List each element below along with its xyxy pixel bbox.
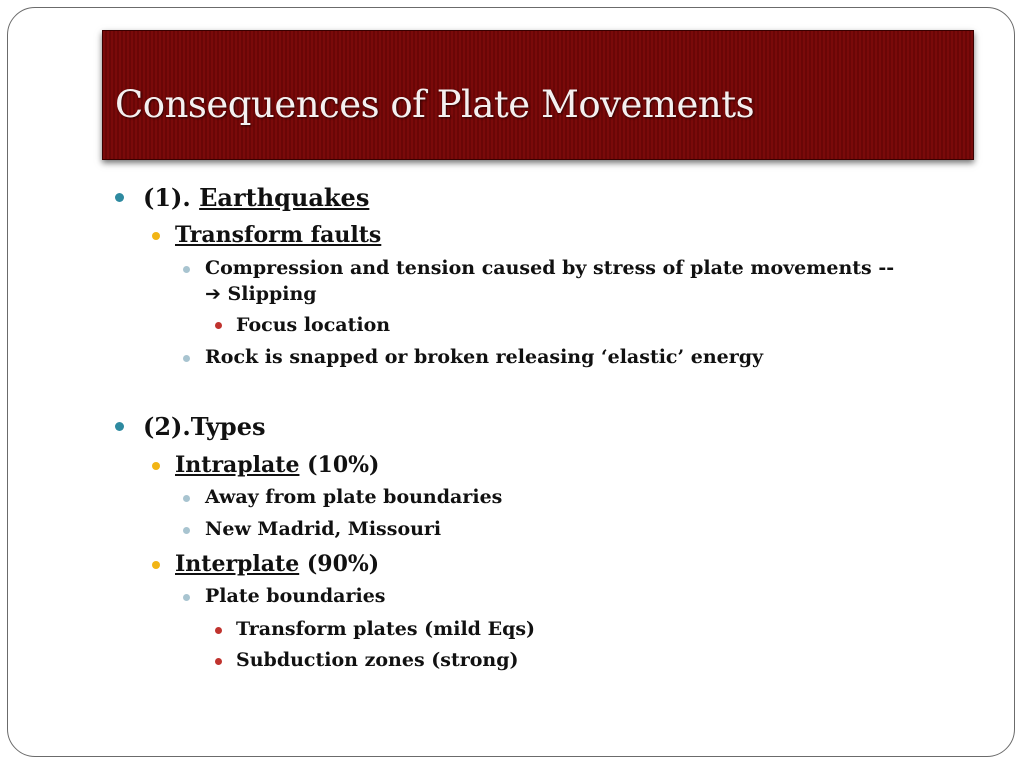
subduction-zones-item: Subduction zones (strong): [236, 649, 519, 671]
bullet-level3: [183, 355, 190, 362]
slide-title: Consequences of Plate Movements: [115, 83, 755, 126]
plate-boundaries-item: Plate boundaries: [205, 585, 386, 607]
section-1-prefix: (1).: [143, 183, 200, 212]
section-2-heading: (2).Types: [143, 412, 266, 441]
bullet-level2: [152, 561, 160, 569]
compression-item-line1: Compression and tension caused by stress of plate movements --: [205, 257, 895, 279]
title-banner: [102, 30, 974, 160]
bullet-level3: [183, 266, 190, 273]
rock-snapped-item: Rock is snapped or broken releasing ‘elastic’ energy: [205, 346, 764, 368]
intraplate-heading: [175, 452, 379, 478]
intraplate-item: Away from plate boundaries: [205, 486, 503, 508]
arrow-right-icon: ➔: [205, 283, 221, 305]
bullet-level2: [152, 462, 160, 470]
transform-faults-heading: Transform faults: [175, 222, 382, 248]
interplate-heading: [175, 551, 379, 577]
section-1-heading: [143, 183, 369, 212]
bullet-level1: [115, 193, 124, 202]
bullet-level3: [183, 594, 190, 601]
bullet-level4: [215, 627, 222, 634]
bullet-level4: [215, 322, 222, 329]
intraplate-label: Intraplate: [175, 452, 300, 478]
transform-plates-item: Transform plates (mild Eqs): [236, 618, 536, 640]
bullet-level3: [183, 495, 190, 502]
bullet-level2: [152, 232, 160, 240]
focus-location-item: Focus location: [236, 314, 391, 336]
slipping-text: Slipping: [220, 283, 317, 305]
bullet-level1: [115, 422, 124, 431]
interplate-label: Interplate: [175, 551, 300, 577]
bullet-level4: [215, 658, 222, 665]
interplate-percent: (90%): [299, 551, 380, 577]
section-1-title: Earthquakes: [199, 183, 370, 212]
bullet-level3: [183, 527, 190, 534]
compression-item-line2: [205, 283, 317, 305]
intraplate-percent: (10%): [299, 452, 380, 478]
intraplate-item: New Madrid, Missouri: [205, 518, 442, 540]
